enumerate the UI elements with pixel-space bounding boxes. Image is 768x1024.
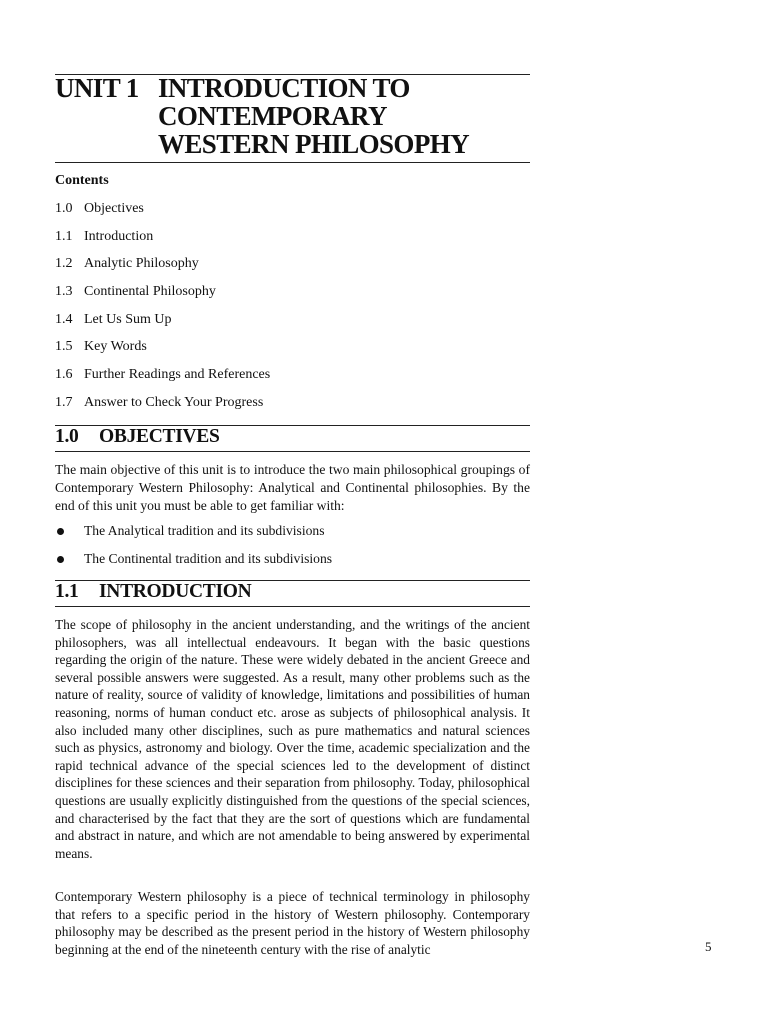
toc-item[interactable] xyxy=(55,200,270,228)
bullet-icon xyxy=(57,528,64,535)
table-of-contents xyxy=(55,200,270,422)
section-heading-introduction xyxy=(55,581,251,603)
list-item xyxy=(55,522,332,550)
toc-number: 1.6 xyxy=(55,367,73,383)
section-title: OBJECTIVES xyxy=(99,426,220,447)
toc-item[interactable] xyxy=(55,255,270,283)
bullet-icon xyxy=(57,556,64,563)
section-number: 1.0 xyxy=(55,426,79,447)
toc-item[interactable] xyxy=(55,338,270,366)
unit-title-line: WESTERN PHILOSOPHY xyxy=(158,129,470,159)
toc-number: 1.2 xyxy=(55,256,73,272)
section-number: 1.1 xyxy=(55,581,79,602)
toc-label: Continental Philosophy xyxy=(84,284,216,300)
unit-title-line: INTRODUCTION TO xyxy=(158,73,410,103)
introduction-paragraph: Contemporary Western philosophy is a piece of technical terminology in philosophy that refers to a specific period in the history of Western philosophy. Contemporary philosophy may be described as the present period in the history of Western philosophy beginning at the end of the nineteenth century with the rise of analytic xyxy=(55,889,530,957)
section-title: INTRODUCTION xyxy=(99,581,252,602)
toc-label: Analytic Philosophy xyxy=(84,256,199,272)
toc-number: 1.7 xyxy=(55,394,73,410)
toc-item[interactable] xyxy=(55,394,270,422)
list-item-text: The Continental tradition and its subdivisions xyxy=(84,551,333,566)
list-item xyxy=(55,550,332,578)
toc-number: 1.5 xyxy=(55,339,73,355)
objectives-list xyxy=(55,522,332,578)
toc-number: 1.0 xyxy=(55,201,73,216)
toc-item[interactable] xyxy=(55,283,270,311)
section-rule xyxy=(55,606,530,607)
toc-label: Introduction xyxy=(84,228,154,244)
objectives-paragraph: The main objective of this unit is to introduce the two main philosophical groupings of Contemporary Western Philosophy: Analytical and Continental philosophies. By the end of this unit you must be able to get familiar with: xyxy=(55,462,530,513)
introduction-paragraph: The scope of philosophy in the ancient understanding, and the writings of the ancient philosophers, was all intellectual endeavours. It began with the basic questions regarding the origin of the nature. These were widely debated in the ancient Greece and several possible answers were suggested. As a result, many other problems such as the nature of reality, source of validity of knowledge, limitations and possibilities of human reasoning, norms of human conduct etc. arose as subjects of philosophical analysis. It also included many other disciplines, such as pure mathematics and natural sciences such as physics, astronomy and biology. Over the time, academic specialization and the rapid technical advance of the special sciences led to the development of distinct disciplines for these sciences and their separation from philosophy. Today, philosophical questions are usually explicitly distinguished from the questions of the special sciences, and characterised by the fact that they are the sort of questions which are fundamental and abstract in nature, and which are not amendable to being answered by experimental means. xyxy=(55,617,530,861)
toc-item[interactable] xyxy=(55,228,270,256)
toc-item[interactable] xyxy=(55,311,270,339)
section-heading-objectives xyxy=(55,426,220,448)
toc-number: 1.4 xyxy=(55,311,73,327)
toc-label: Let Us Sum Up xyxy=(84,311,172,327)
toc-label: Further Readings and References xyxy=(84,367,271,383)
section-rule xyxy=(55,451,530,452)
toc-label: Answer to Check Your Progress xyxy=(84,394,264,410)
title-bottom-rule xyxy=(55,162,530,163)
unit-title-line: CONTEMPORARY xyxy=(158,101,387,131)
contents-heading: Contents xyxy=(55,173,109,188)
toc-item[interactable] xyxy=(55,366,270,394)
page-number: 5 xyxy=(705,939,712,954)
toc-label: Key Words xyxy=(84,339,147,355)
list-item-text: The Analytical tradition and its subdivisions xyxy=(84,523,325,538)
unit-title-lines xyxy=(158,74,469,158)
unit-number: UNIT 1 xyxy=(55,73,139,103)
toc-label: Objectives xyxy=(84,201,144,216)
toc-number: 1.1 xyxy=(55,228,73,244)
toc-number: 1.3 xyxy=(55,284,73,300)
